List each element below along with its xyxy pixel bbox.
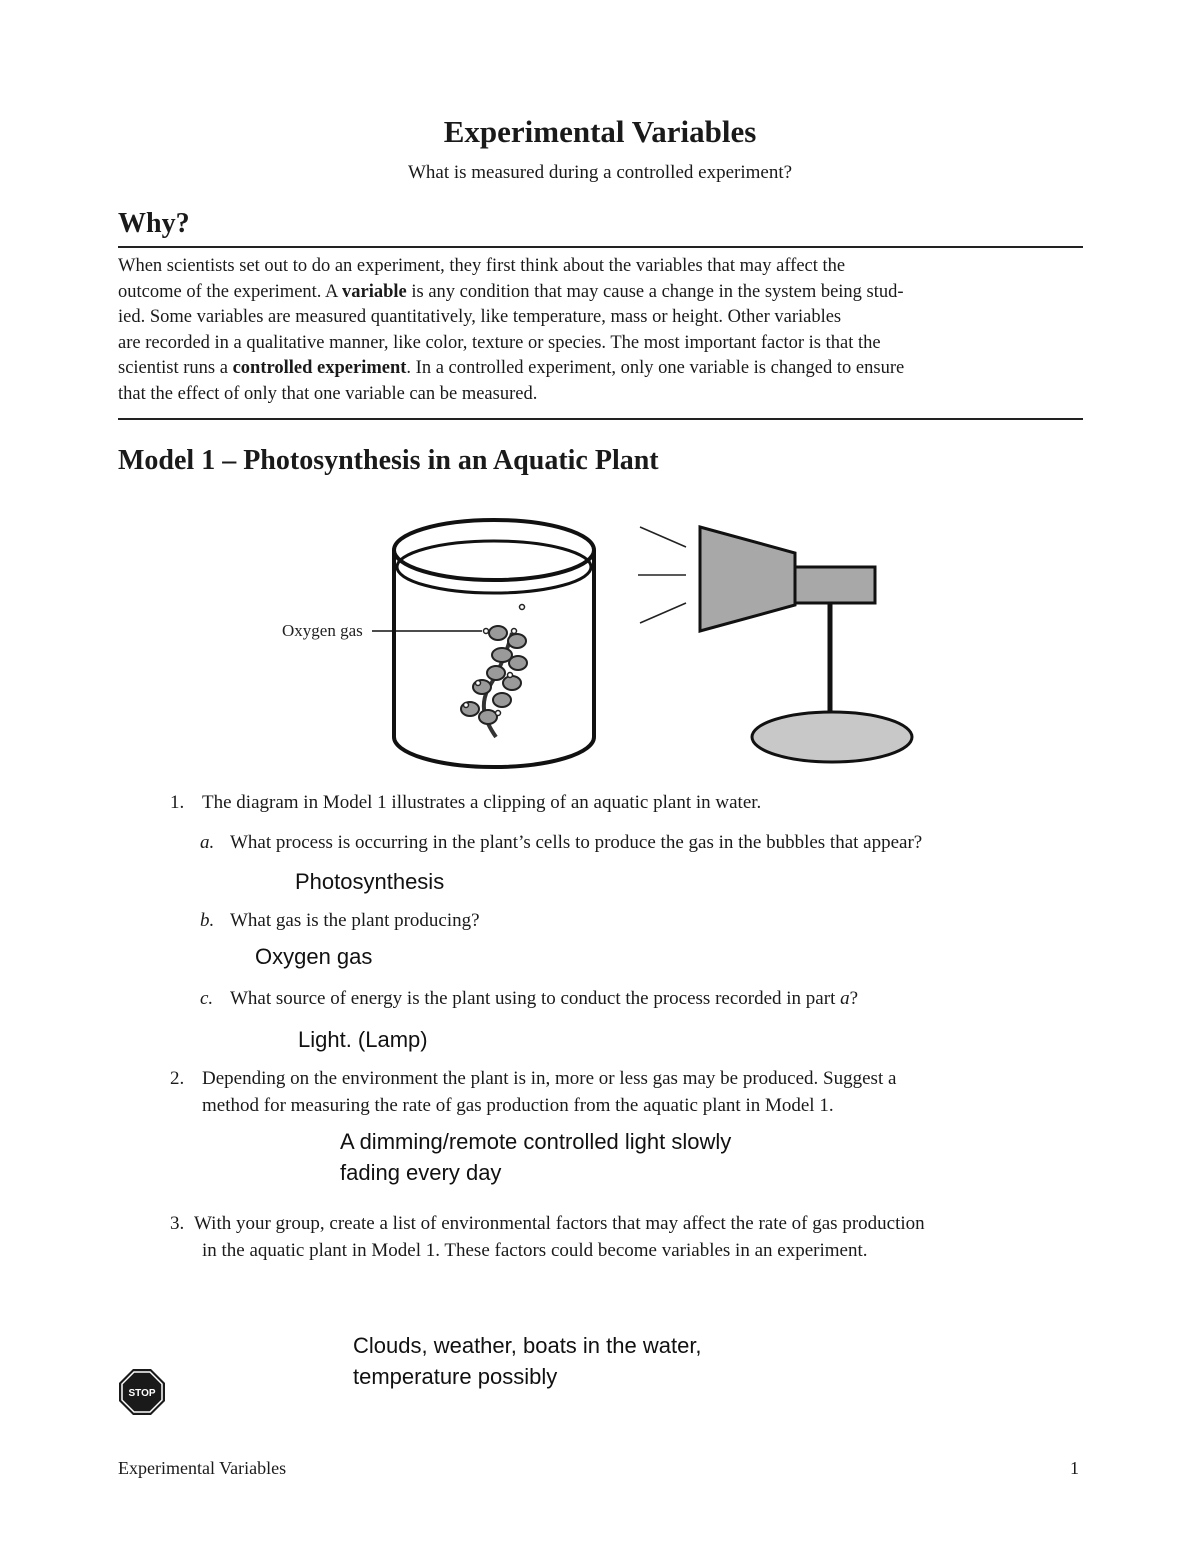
lamp [700,527,912,762]
why-line: are recorded in a qualitative manner, like color, texture or species. The most important factor is that the [118,332,881,353]
question-1a [200,830,923,856]
answer-line: fading every day [340,1160,502,1185]
why-top-rule [118,246,1083,248]
question-1c [200,986,859,1012]
why-line: outcome of the experiment. A variable is any condition that may cause a change in the system being stud- [118,281,904,302]
oxygen-gas-label: Oxygen gas [282,621,363,640]
model-heading: Model 1 – Photosynthesis in an Aquatic Plant [118,445,659,476]
page-number: 1 [1070,1458,1079,1478]
why-line: that the effect of only that one variable can be measured. [118,383,538,404]
answer-2 [340,1126,731,1188]
model-diagram [270,505,930,775]
page-subtitle: What is measured during a controlled experiment? [407,162,793,183]
answer-1c: Light. (Lamp) [298,1027,428,1052]
beaker [394,520,594,767]
answer-1b: Oxygen gas [255,944,373,969]
answer-1a: Photosynthesis [295,869,445,894]
question-text-line2: method for measuring the rate of gas production from the aquatic plant in Model 1. [202,1095,834,1116]
why-line: scientist runs a controlled experiment. In a controlled experiment, only one variable is changed to ensure [118,358,905,378]
why-bottom-rule [118,418,1083,420]
why-heading: Why? [118,208,190,239]
question-2 [170,1066,897,1116]
term-controlled-experiment: controlled experiment [232,358,407,378]
question-letter: b. [200,910,215,931]
question-number: 1. [170,792,185,813]
question-text-line1: With your group, create a list of environmental factors that may affect the rate of gas production [194,1213,925,1234]
question-text: What gas is the plant producing? [230,910,480,931]
question-text-line2: in the aquatic plant in Model 1. These factors could become variables in an experiment. [202,1240,868,1261]
question-number: 3. [170,1213,185,1234]
question-text: The diagram in Model 1 illustrates a clipping of an aquatic plant in water. [202,792,762,813]
answer-line: A dimming/remote controlled light slowly [340,1129,732,1154]
question-text: What source of energy is the plant using to conduct the process recorded in part a? [230,988,859,1009]
answer-line: temperature possibly [353,1364,558,1389]
question-3 [170,1211,925,1261]
light-rays [638,527,686,623]
why-body [118,254,1086,407]
why-line: ied. Some variables are measured quantitatively, like temperature, mass or height. Other variables [118,307,842,327]
svg-text:STOP: STOP [128,1388,156,1399]
question-text-line1: Depending on the environment the plant is in, more or less gas may be produced. Suggest a [202,1068,897,1089]
stop-sign-icon [118,1368,166,1416]
answer-3 [353,1330,702,1392]
answer-line: Clouds, weather, boats in the water, [353,1333,702,1358]
question-1b [200,908,480,934]
question-letter: a. [200,832,215,853]
page-title: Experimental Variables [443,114,757,149]
term-variable: variable [342,281,407,302]
question-1 [170,790,762,816]
why-line: When scientists set out to do an experiment, they first think about the variables that may affect the [118,256,846,276]
question-number: 2. [170,1068,185,1089]
question-text: What process is occurring in the plant’s cells to produce the gas in the bubbles that appear? [230,832,923,853]
footer-title: Experimental Variables [118,1458,287,1478]
question-letter: c. [200,988,214,1009]
